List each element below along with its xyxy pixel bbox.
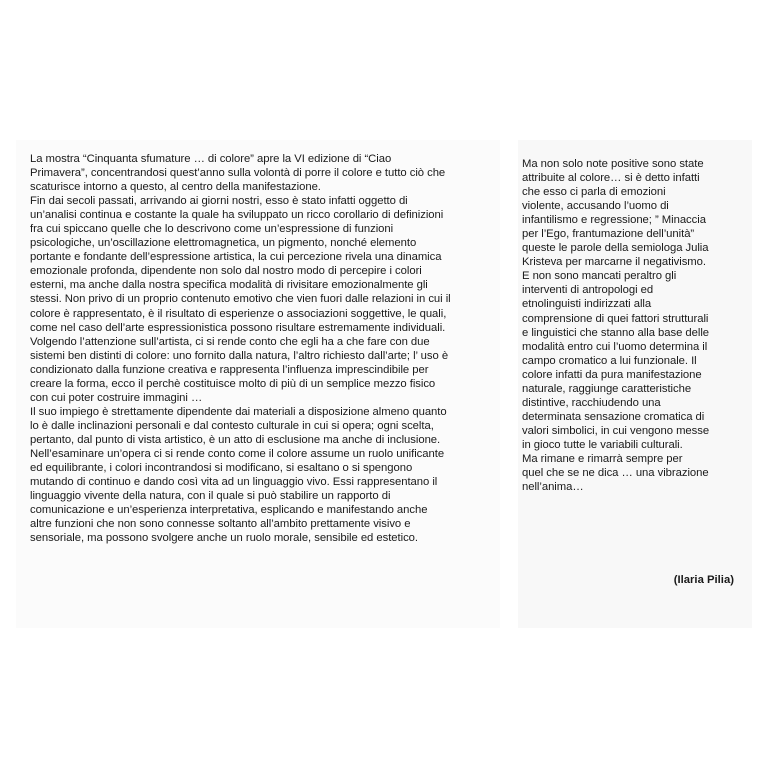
left-page-text-line: esterni, ma anche dalla nostra specifica modalità di rivisitare emozionalmente gli: [30, 279, 428, 292]
left-page-text: [30, 152, 500, 545]
right-page-text-line: per l’Ego, frantumazione dell’unità”: [522, 228, 695, 241]
right-page-text-line: Ma rimane e rimarrà sempre per: [522, 452, 683, 465]
right-page-text-line: modalità entro cui l’uomo determina il: [522, 340, 708, 353]
right-page-text-line: in gioco tutte le variabili culturali.: [522, 438, 683, 451]
left-page-text-line: un’analisi continua e costante la quale ha sviluppato un ricco corollario di definizioni: [30, 209, 444, 222]
left-page-text-line: portante e fondante dell’espressione artistica, la cui percezione rivela una dinamica: [30, 251, 442, 264]
right-page-text-line: queste le parole della semiologa Julia: [522, 242, 709, 255]
right-page-text-line: naturale, raggiunge caratteristiche: [522, 382, 692, 395]
left-page-text-line: ed equilibrante, i colori incontrandosi si modificano, si esaltano o si spengono: [30, 462, 413, 475]
left-page-text-line: La mostra “Cinquanta sfumature … di colore” apre la VI edizione di “Ciao: [30, 153, 392, 165]
right-page-text-line: violente, accusando l’uomo di: [522, 200, 669, 213]
left-page-text-line: scaturisce intorno a questo, al centro della manifestazione.: [30, 181, 321, 194]
left-page-text-line: Primavera”, concentrandosi quest’anno sulla volontà di porre il colore e tutto ciò che: [30, 167, 446, 180]
left-page-text-line: condizionato dalla funzione creativa e rappresenta l’influenza imprescindibile per: [30, 363, 429, 376]
left-page-text-line: colore è rappresentato, è il risultato di esperienze o associazioni soggettive, le quali,: [30, 307, 447, 320]
left-page-text-line: Nell’esaminare un’opera ci si rende conto come il colore assume un ruolo unificante: [30, 447, 445, 460]
right-page-text-line: comprensione di quei fattori strutturali: [522, 312, 709, 325]
right-page-text-line: colore infatti da pura manifestazione: [522, 368, 702, 381]
author-signature: (Ilaria Pilia): [673, 574, 734, 586]
left-page-text-line: creare la forma, ecco il perchè costituisce molto di più di un semplice mezzo fisico: [30, 377, 436, 390]
left-page: [16, 140, 500, 628]
right-page-text-line: che esso ci parla di emozioni: [522, 186, 666, 199]
left-page-text-line: con cui poter costruire immagini …: [30, 391, 203, 404]
right-page-text-line: Ma non solo note positive sono state: [522, 158, 704, 170]
right-page-text-line: E non sono mancati peraltro gli: [522, 270, 677, 283]
left-page-text-line: linguaggio vivente della natura, con il quale si può stabilire un rapporto di: [30, 490, 391, 503]
left-page-text-line: mutando di continuo e dando così vita ad un linguaggio vivo. Essi rappresentano il: [30, 476, 438, 489]
right-page-text-line: valori simbolici, in cui vengono messe: [522, 424, 710, 437]
right-page-text-line: campo cromatico a lui funzionale. Il: [522, 354, 697, 367]
left-page-text-line: lo è dalle inclinazioni personali e dal contesto culturale in cui si opera; ogni scelta,: [30, 419, 434, 432]
left-page-text-line: emozionale profonda, dipendente non solo dal nostro modo di percepire i colori: [30, 265, 422, 278]
right-page-text-line: nell’anima…: [522, 481, 584, 494]
left-page-text-line: comunicazione e un’esperienza interpretativa, esplicando e manifestando anche: [30, 504, 428, 517]
left-page-text-line: stessi. Non privo di un proprio contenuto emotivo che vien fuori dalle relazioni in cui il: [30, 293, 451, 306]
right-page-text-line: infantilismo e regressione; ” Minaccia: [522, 214, 706, 227]
right-page-text-line: e linguistici che stanno alla base delle: [522, 326, 710, 339]
right-page-text-line: attribuite al colore… si è detto infatti: [522, 172, 700, 185]
left-page-text-line: Volgendo l’attenzione sull’artista, ci si rende conto che egli ha a che fare con due: [30, 335, 430, 348]
left-page-text-line: come nel caso dell’arte espressionistica possono risultare estremamente individuali.: [30, 321, 446, 334]
right-page-text-line: quel che se ne dica … una vibrazione: [522, 467, 709, 480]
left-page-text-line: pertanto, dal punto di vista artistico, è un atto di esclusione ma anche di inclusione.: [30, 433, 441, 446]
right-page-text: [522, 157, 752, 494]
left-page-text-line: altre funzioni che non sono connesse soltanto all’ambito prettamente visivo e: [30, 518, 411, 531]
right-page-text-line: interventi di antropologi ed: [522, 284, 654, 297]
left-page-text-line: fra cui spiccano quelle che lo descrivono come un’espressione di funzioni: [30, 223, 394, 236]
right-page: [518, 140, 752, 628]
right-page-text-line: Kristeva per marcarne il negativismo.: [522, 256, 706, 269]
left-page-text-line: sistemi ben distinti di colore: uno fornito dalla natura, l’altro richiesto dall’arte; l’ uso è: [30, 349, 449, 362]
left-page-text-line: Fin dai secoli passati, arrivando ai giorni nostri, esso è stato infatti oggetto di: [30, 195, 408, 208]
right-page-text-line: distintive, racchiudendo una: [522, 396, 661, 409]
right-page-text-line: determinata sensazione cromatica di: [522, 410, 705, 423]
left-page-text-line: Il suo impiego è strettamente dipendente dai materiali a disposizione almeno quanto: [30, 405, 447, 418]
left-page-text-line: sensoriale, ma possono svolgere anche un ruolo morale, sensibile ed estetico.: [30, 532, 419, 545]
right-page-text-line: etnolinguisti indirizzati alla: [522, 298, 652, 311]
left-page-text-line: psicologiche, un’oscillazione elettromagnetica, un pigmento, nonché elemento: [30, 237, 417, 250]
